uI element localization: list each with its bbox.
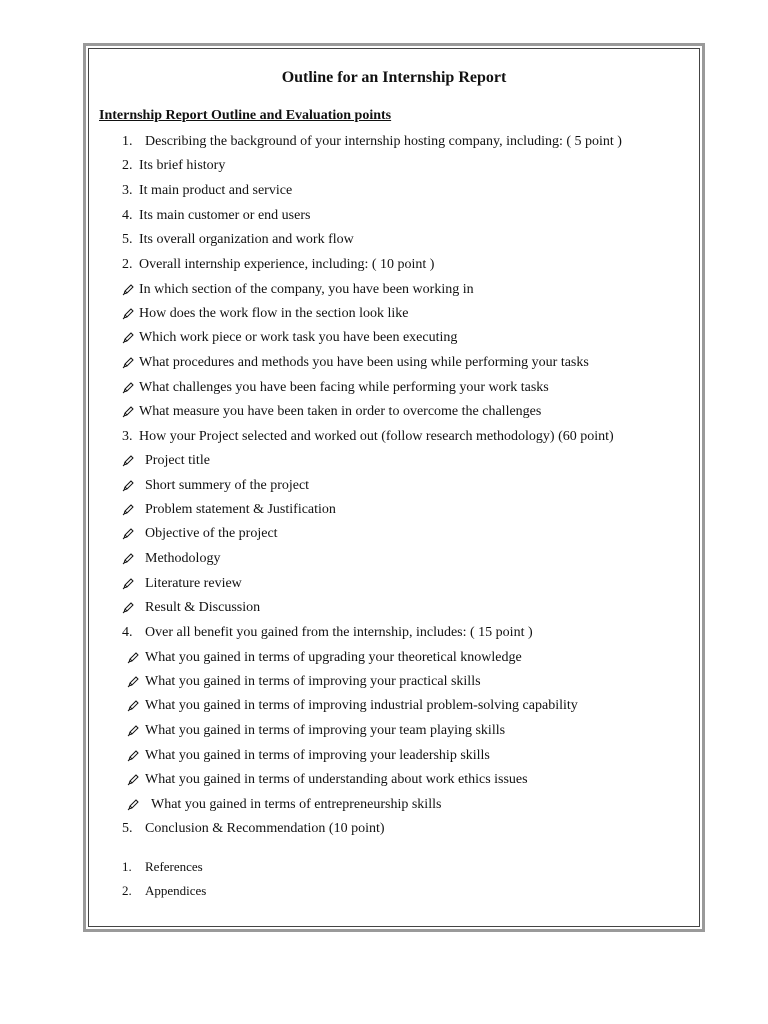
numbered-item — [0, 231, 700, 249]
pen-bullet-icon — [122, 305, 134, 323]
item-text: How your Project selected and worked out (follow research methodology) (60 point) — [139, 429, 614, 444]
item-number: 1. — [122, 134, 133, 149]
pen-bullet-icon — [122, 525, 134, 543]
numbered-item — [0, 207, 700, 225]
numbered-item — [0, 882, 700, 900]
pen-bullet-icon — [122, 403, 134, 421]
item-number: 5. — [122, 821, 133, 836]
numbered-item — [0, 256, 700, 274]
item-number: 2. — [122, 883, 132, 898]
bullet-item — [0, 771, 700, 789]
item-text: Which work piece or work task you have been executing — [139, 330, 458, 345]
pen-bullet-icon — [122, 550, 134, 568]
bullet-item — [0, 477, 700, 495]
pen-bullet-icon — [122, 354, 134, 372]
item-number: 2. — [122, 257, 133, 272]
bullet-item — [0, 673, 700, 691]
item-text: What measure you have been taken in order to overcome the challenges — [139, 404, 542, 419]
pen-bullet-icon — [127, 796, 139, 814]
item-text: What you gained in terms of improving your team playing skills — [145, 723, 506, 738]
bullet-item — [0, 550, 700, 568]
bullet-item — [0, 796, 700, 814]
item-text: What you gained in terms of understanding about work ethics issues — [145, 772, 528, 787]
item-text: What challenges you have been facing while performing your work tasks — [139, 380, 549, 395]
item-number: 1. — [122, 859, 132, 874]
item-text: What you gained in terms of upgrading your theoretical knowledge — [145, 650, 522, 665]
item-number: 5. — [122, 232, 133, 247]
item-text: It main product and service — [139, 183, 293, 198]
pen-bullet-icon — [122, 452, 134, 470]
item-text: What procedures and methods you have been using while performing your tasks — [139, 355, 589, 370]
numbered-item — [0, 858, 700, 876]
document-subtitle: Internship Report Outline and Evaluation points — [99, 108, 392, 123]
item-text: In which section of the company, you have been working in — [139, 282, 474, 297]
bullet-item — [0, 697, 700, 715]
pen-bullet-icon — [127, 747, 139, 765]
item-text: References — [145, 859, 203, 874]
pen-bullet-icon — [127, 771, 139, 789]
item-text: Objective of the project — [145, 526, 278, 541]
pen-bullet-icon — [122, 281, 134, 299]
pen-bullet-icon — [122, 501, 134, 519]
pen-bullet-icon — [127, 673, 139, 691]
bullet-item — [0, 379, 700, 397]
pen-bullet-icon — [127, 697, 139, 715]
item-text: Conclusion & Recommendation (10 point) — [145, 821, 385, 836]
numbered-item — [0, 157, 700, 175]
bullet-item — [0, 403, 700, 421]
item-text: Appendices — [145, 883, 207, 898]
item-text: Problem statement & Justification — [145, 502, 336, 517]
item-text: Short summery of the project — [145, 478, 310, 493]
bullet-item — [0, 747, 700, 765]
item-text: Result & Discussion — [145, 600, 261, 615]
item-text: What you gained in terms of improving industrial problem-solving capability — [145, 698, 578, 713]
numbered-item — [0, 428, 700, 446]
bullet-item — [0, 525, 700, 543]
bullet-item — [0, 649, 700, 667]
item-text: What you gained in terms of entrepreneurship skills — [151, 797, 442, 812]
item-text: Its main customer or end users — [139, 208, 311, 223]
bullet-item — [0, 501, 700, 519]
bullet-item — [0, 722, 700, 740]
pen-bullet-icon — [122, 379, 134, 397]
numbered-item — [0, 624, 700, 642]
item-text: What you gained in terms of improving your leadership skills — [145, 748, 490, 763]
item-text: Literature review — [145, 576, 242, 591]
item-text: Describing the background of your internship hosting company, including: ( 5 point ) — [145, 134, 622, 149]
item-text: Its overall organization and work flow — [139, 232, 354, 247]
item-text: Overall internship experience, including: ( 10 point ) — [139, 257, 435, 272]
bullet-item — [0, 329, 700, 347]
item-text: Over all benefit you gained from the internship, includes: ( 15 point ) — [145, 625, 533, 640]
item-number: 3. — [122, 429, 133, 444]
numbered-item — [0, 182, 700, 200]
bullet-item — [0, 354, 700, 372]
item-number: 2. — [122, 158, 133, 173]
item-text: Methodology — [145, 551, 221, 566]
pen-bullet-icon — [122, 477, 134, 495]
bullet-item — [0, 305, 700, 323]
item-text: Its brief history — [139, 158, 226, 173]
pen-bullet-icon — [127, 649, 139, 667]
pen-bullet-icon — [122, 575, 134, 593]
bullet-item — [0, 599, 700, 617]
bullet-item — [0, 575, 700, 593]
bullet-item — [0, 281, 700, 299]
document-title: Outline for an Internship Report — [281, 69, 507, 86]
item-text: Project title — [145, 453, 210, 468]
bullet-item — [0, 452, 700, 470]
pen-bullet-icon — [127, 722, 139, 740]
item-text: What you gained in terms of improving your practical skills — [145, 674, 481, 689]
pen-bullet-icon — [122, 329, 134, 347]
item-number: 4. — [122, 208, 133, 223]
numbered-item — [0, 820, 700, 838]
item-number: 3. — [122, 183, 133, 198]
pen-bullet-icon — [122, 599, 134, 617]
item-text: How does the work flow in the section look like — [139, 306, 409, 321]
numbered-item — [0, 133, 700, 151]
item-number: 4. — [122, 625, 133, 640]
